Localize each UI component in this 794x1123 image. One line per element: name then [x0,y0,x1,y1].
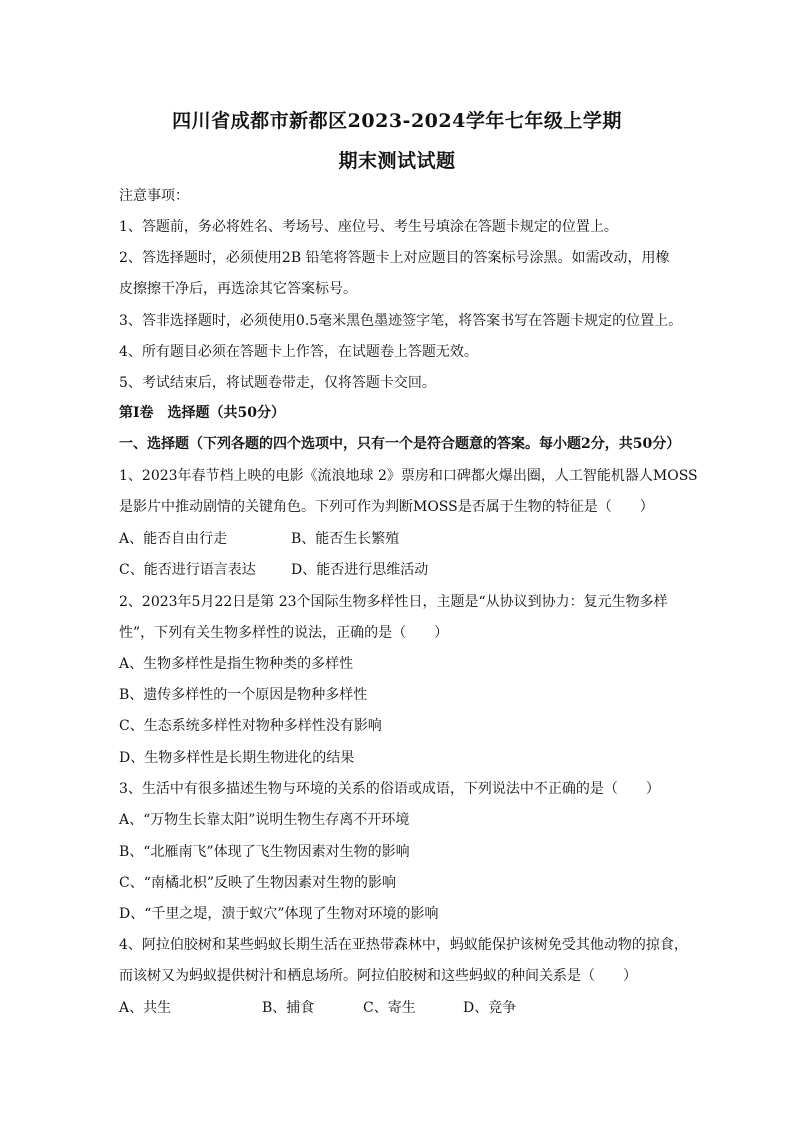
q4-option-a: A、共生 [119,1000,172,1016]
exam-subtitle: 期末测试试题 [338,150,456,172]
q4-option-b: B、捕食 [262,1000,315,1016]
q1-option-c: C、能否进行语言表达 [119,562,256,578]
q2-option-b: B、遗传多样性的一个原因是物种多样性 [119,687,368,703]
q2-stem: 2、2023年5月22日是第 23个国际生物多样性日，主题是“从协议到协力：复元生物多样 [119,594,668,610]
q1-stem-cont: 是影片中推动剧情的关键角色。下列可作为判断MOSS是否属于生物的特征是（ ） [119,499,654,515]
notice-item-2-cont: 皮擦擦干净后，再选涂其它答案标号。 [119,281,357,297]
q1-option-b: B、能否生长繁殖 [291,531,400,547]
q4-option-c: C、寄生 [363,1000,416,1016]
notice-heading: 注意事项： [119,188,189,204]
q2-option-a: A、生物多样性是指生物种类的多样性 [119,656,354,672]
q3-option-c: C、“南橘北枳”反映了生物因素对生物的影响 [119,875,397,891]
notice-item-5: 5、考试结束后，将试题卷带走，仅将答题卡交回。 [119,375,436,391]
q1-option-a: A、能否自由行走 [119,531,228,547]
notice-item-4: 4、所有题目必须在答题卡上作答，在试题卷上答题无效。 [119,344,478,360]
q2-stem-cont: 性”，下列有关生物多样性的说法，正确的是（ ） [119,625,449,641]
q2-option-d: D、生物多样性是长期生物进化的结果 [119,750,355,766]
q4-stem: 4、阿拉伯胶树和某些蚂蚁长期生活在亚热带森林中，蚂蚁能保护该树免受其他动物的掠食， [119,937,688,953]
notice-item-3: 3、答非选择题时，必须使用0.5毫米黑色墨迹签字笔，将答案书写在答题卡规定的位置上。 [119,313,683,329]
notice-item-1: 1、答题前，务必将姓名、考场号、座位号、考生号填涂在答题卡规定的位置上。 [119,219,618,235]
section-heading: 一、选择题（下列各题的四个选项中，只有一个是符合题意的答案。每小题2分，共50分） [119,436,681,452]
q3-stem: 3、生活中有很多描述生物与环境的关系的俗语或成语，下列说法中不正确的是（ ） [119,781,660,797]
q1-stem: 1、2023年春节档上映的电影《流浪地球 2》票房和口碑都火爆出圈，人工智能机器人MOSS [119,468,698,484]
q3-option-d: D、“千里之堤，溃于蚁穴”体现了生物对环境的影响 [119,906,439,922]
exam-title: 四川省成都市新都区2023-2024学年七年级上学期 [172,110,622,132]
notice-item-2: 2、答选择题时，必须使用2B 铅笔将答题卡上对应题目的答案标号涂黑。如需改动，用橡 [119,250,670,266]
q1-option-d: D、能否进行思维活动 [291,562,429,578]
q3-option-a: A、“万物生长靠太阳”说明生物生存离不开环境 [119,812,410,828]
q2-option-c: C、生态系统多样性对物种多样性没有影响 [119,718,382,734]
q4-stem-cont: 而该树又为蚂蚁提供树汁和栖息场所。阿拉伯胶树和这些蚂蚁的种间关系是（ ） [119,968,637,984]
q3-option-b: B、“北雁南飞”体现了飞生物因素对生物的影响 [119,844,410,860]
q4-option-d: D、竞争 [463,1000,517,1016]
part1-heading: 第I卷 选择题（共50分） [119,405,286,421]
